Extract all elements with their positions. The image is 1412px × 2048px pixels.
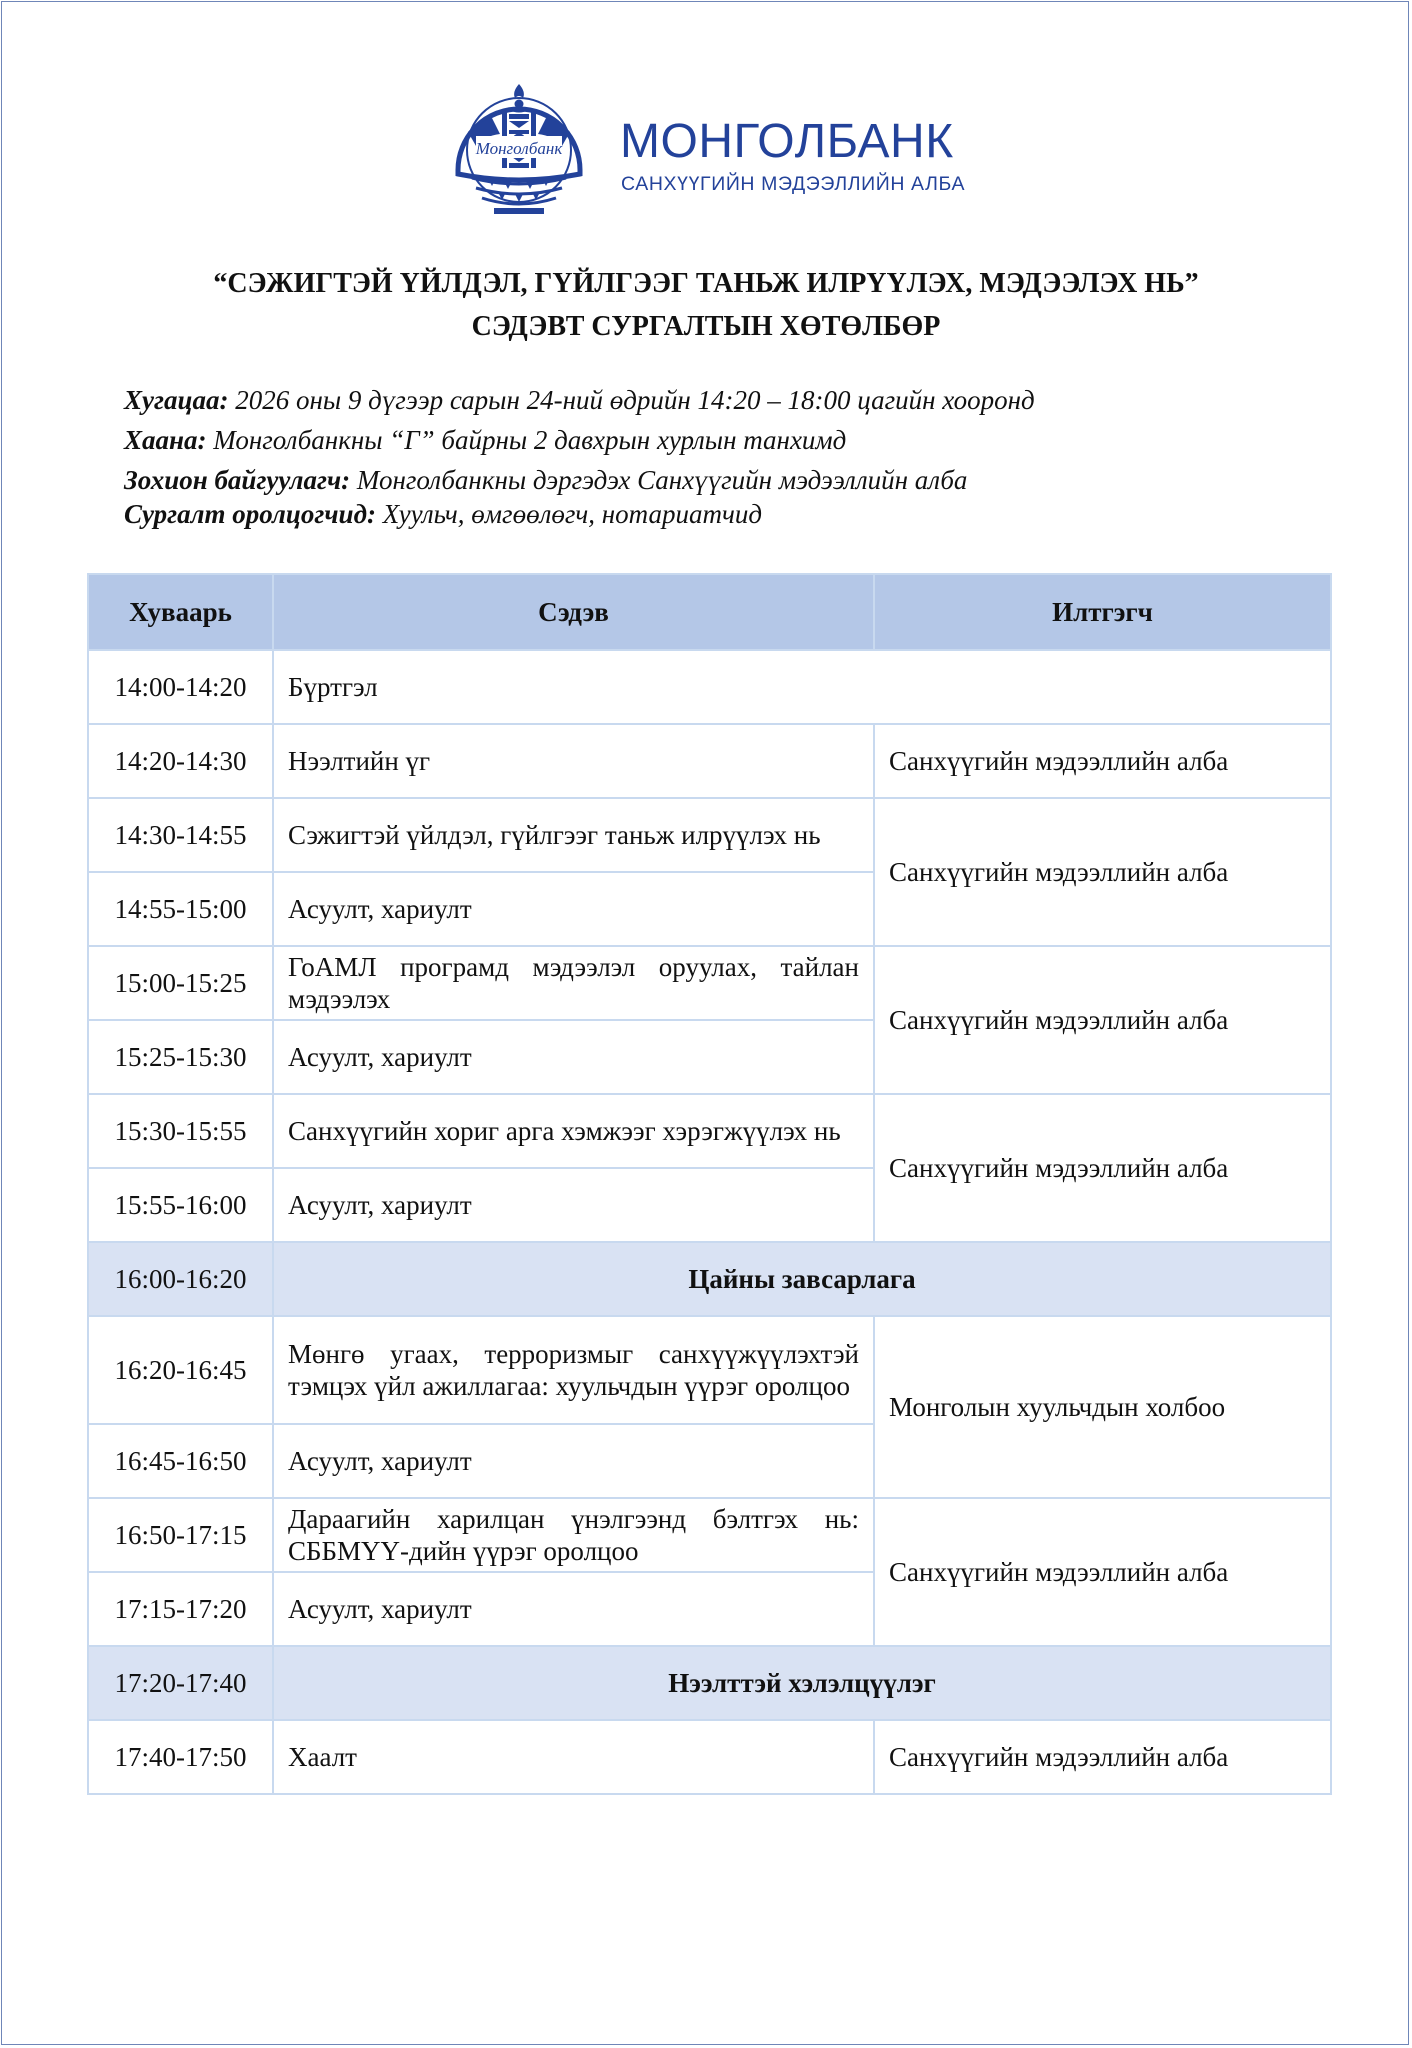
discussion-title: Нээлттэй хэлэлцүүлэг xyxy=(273,1646,1331,1720)
meta-organizer xyxy=(124,460,1035,500)
table-header-row xyxy=(88,574,1331,650)
table-row xyxy=(88,946,1331,1020)
meta-location xyxy=(124,420,1035,460)
table-row xyxy=(88,1316,1331,1424)
event-details xyxy=(124,380,1035,532)
time-cell: 14:20-14:30 xyxy=(88,724,273,798)
mongolbank-logo xyxy=(448,74,968,224)
topic-cell: Асуулт, хариулт xyxy=(273,1424,874,1498)
time-cell: 16:00-16:20 xyxy=(88,1242,273,1316)
logo-wordmark: МОНГОЛБАНК xyxy=(620,115,954,168)
break-row xyxy=(88,1242,1331,1316)
time-cell: 17:20-17:40 xyxy=(88,1646,273,1720)
topic-cell: Хаалт xyxy=(273,1720,874,1794)
meta-label: Хугацаа: xyxy=(124,385,229,415)
logo-subtitle: САНХҮҮГИЙН МЭДЭЭЛЛИЙН АЛБА xyxy=(621,173,966,195)
speaker-cell: Санхүүгийн мэдээллийн алба xyxy=(874,1498,1331,1646)
time-cell: 14:30-14:55 xyxy=(88,798,273,872)
topic-cell: ГоАМЛ програмд мэдээлэл оруулах, тайлан мэдээлэх xyxy=(273,946,874,1020)
meta-value: Хуульч, өмгөөлөгч, нотариатчид xyxy=(382,499,763,529)
topic-cell: Асуулт, хариулт xyxy=(273,1020,874,1094)
time-cell: 16:45-16:50 xyxy=(88,1424,273,1498)
meta-value: Монголбанкны дэргэдэх Санхүүгийн мэдээллийн алба xyxy=(356,465,968,495)
time-cell: 15:55-16:00 xyxy=(88,1168,273,1242)
title-line-2: СЭДЭВТ СУРГАЛТЫН ХӨТӨЛБӨР xyxy=(471,311,941,342)
topic-cell: Бүртгэл xyxy=(273,650,1331,724)
speaker-cell: Санхүүгийн мэдээллийн алба xyxy=(874,1720,1331,1794)
svg-text:Монголбанк: Монголбанк xyxy=(475,139,563,158)
topic-cell: Асуулт, хариулт xyxy=(273,1572,874,1646)
meta-duration xyxy=(124,380,1035,420)
time-cell: 15:25-15:30 xyxy=(88,1020,273,1094)
time-cell: 14:00-14:20 xyxy=(88,650,273,724)
meta-label: Хаана: xyxy=(124,425,207,455)
topic-cell: Санхүүгийн хориг арга хэмжээг хэрэгжүүлэх нь xyxy=(273,1094,874,1168)
column-header-topic: Сэдэв xyxy=(273,574,874,650)
table-row xyxy=(88,1498,1331,1572)
speaker-cell: Санхүүгийн мэдээллийн алба xyxy=(874,946,1331,1094)
speaker-cell: Монголын хуульчдын холбоо xyxy=(874,1316,1331,1498)
meta-participants xyxy=(124,496,1035,532)
topic-cell: Мөнгө угаах, терроризмыг санхүүжүүлэхтэй тэмцэх үйл ажиллагаа: хуульчдын үүрэг оролцоо xyxy=(273,1316,874,1424)
time-cell: 16:50-17:15 xyxy=(88,1498,273,1572)
topic-cell: Асуулт, хариулт xyxy=(273,872,874,946)
table-row xyxy=(88,798,1331,872)
time-cell: 15:00-15:25 xyxy=(88,946,273,1020)
topic-cell: Асуулт, хариулт xyxy=(273,1168,874,1242)
time-cell: 16:20-16:45 xyxy=(88,1316,273,1424)
meta-label: Сургалт оролцогчид: xyxy=(124,499,376,529)
time-cell: 17:15-17:20 xyxy=(88,1572,273,1646)
speaker-cell: Санхүүгийн мэдээллийн алба xyxy=(874,798,1331,946)
soyombo-emblem-icon xyxy=(448,74,590,220)
meta-value: 2026 оны 9 дүгээр сарын 24-ний өдрийн 14:20 – 18:00 цагийн хооронд xyxy=(235,385,1035,415)
column-header-time: Хуваарь xyxy=(88,574,273,650)
discussion-row xyxy=(88,1646,1331,1720)
table-row xyxy=(88,1094,1331,1168)
speaker-cell: Санхүүгийн мэдээллийн алба xyxy=(874,724,1331,798)
column-header-speaker: Илтгэгч xyxy=(874,574,1331,650)
time-cell: 17:40-17:50 xyxy=(88,1720,273,1794)
topic-cell: Дараагийн харилцан үнэлгээнд бэлтгэх нь: СББМҮҮ-дийн үүрэг оролцоо xyxy=(273,1498,874,1572)
table-row xyxy=(88,650,1331,724)
table-row xyxy=(88,1720,1331,1794)
topic-cell: Нээлтийн үг xyxy=(273,724,874,798)
meta-label: Зохион байгуулагч: xyxy=(124,465,351,495)
break-title: Цайны завсарлага xyxy=(273,1242,1331,1316)
time-cell: 14:55-15:00 xyxy=(88,872,273,946)
title-line-1: “СЭЖИГТЭЙ ҮЙЛДЭЛ, ГҮЙЛГЭЭГ ТАНЬЖ ИЛРҮҮЛЭХ, МЭДЭЭЛЭХ НЬ” xyxy=(213,268,1199,299)
time-cell: 15:30-15:55 xyxy=(88,1094,273,1168)
meta-value: Монголбанкны “Г” байрны 2 давхрын хурлын танхимд xyxy=(213,425,847,455)
schedule-table xyxy=(87,573,1332,1795)
document-title xyxy=(0,262,1412,348)
speaker-cell: Санхүүгийн мэдээллийн алба xyxy=(874,1094,1331,1242)
topic-cell: Сэжигтэй үйлдэл, гүйлгээг таньж илрүүлэх нь xyxy=(273,798,874,872)
table-row xyxy=(88,724,1331,798)
